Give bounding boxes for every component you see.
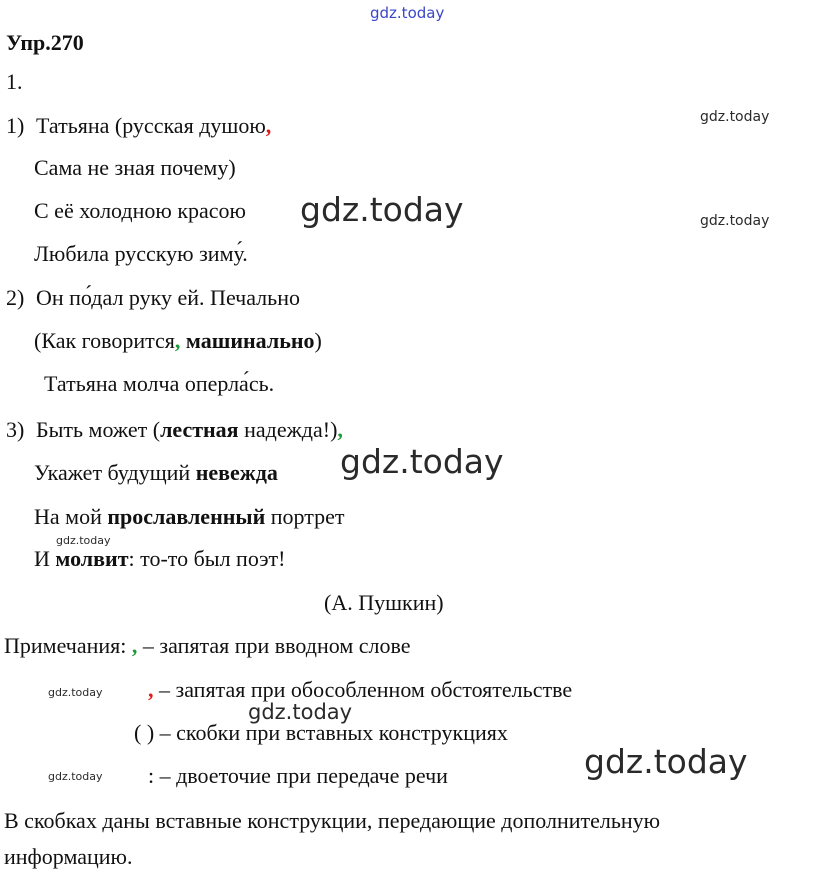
watermark: gdz.today: [700, 213, 770, 229]
watermark: gdz.today: [700, 109, 770, 125]
poem3-line1: Быть может (лестная надежда!),: [36, 417, 343, 442]
poem2-line1: Он по́дал руку ей. Печально: [36, 285, 300, 310]
task-number: 1.: [6, 69, 23, 94]
red-comma: ,: [148, 677, 154, 702]
green-comma: ,: [174, 328, 181, 353]
poem1-line2: Сама не зная почему): [34, 155, 236, 180]
note-4: : – двоеточие при передаче речи: [148, 763, 448, 788]
author: (А. Пушкин): [324, 590, 444, 615]
watermark: gdz.today: [48, 770, 103, 783]
poem3-line2: Укажет будущий невежда: [34, 460, 278, 485]
poem1-line3: С её холодною красою: [34, 198, 246, 223]
poem2-number: 2): [6, 285, 25, 310]
poem1-line1: Татьяна (русская душою,: [36, 113, 272, 138]
watermark: gdz.today: [340, 442, 504, 481]
poem1-number: 1): [6, 113, 25, 138]
poem3-line4: И молвит: то-то был поэт!: [34, 546, 286, 571]
poem1-line4: Любила русскую зиму́.: [34, 241, 248, 266]
poem3-number: 3): [6, 417, 25, 442]
poem2-line2: (Как говорится, машинально): [34, 328, 322, 353]
conclusion-line2: информацию.: [4, 844, 133, 869]
watermark: gdz.today: [248, 700, 353, 724]
watermark: gdz.today: [56, 534, 111, 547]
watermark: gdz.today: [300, 190, 464, 229]
note-1: Примечания: , – запятая при вводном слове: [4, 633, 411, 658]
watermark: gdz.today: [584, 742, 748, 781]
exercise-title: Упр.270: [6, 30, 84, 55]
watermark-top: gdz.today: [370, 4, 445, 22]
green-comma: ,: [131, 633, 138, 658]
note-2: , – запятая при обособленном обстоятельстве: [148, 677, 573, 702]
conclusion-line1: В скобках даны вставные конструкции, передающие дополнительную: [4, 808, 661, 833]
watermark: gdz.today: [48, 686, 103, 699]
green-comma: ,: [337, 417, 343, 442]
red-comma: ,: [265, 113, 272, 138]
poem2-line3: Татьяна молча оперла́сь.: [44, 371, 275, 396]
poem3-line3: На мой прославленный портрет: [34, 504, 345, 529]
note-3: ( ) – скобки при вставных конструкциях: [134, 720, 508, 745]
